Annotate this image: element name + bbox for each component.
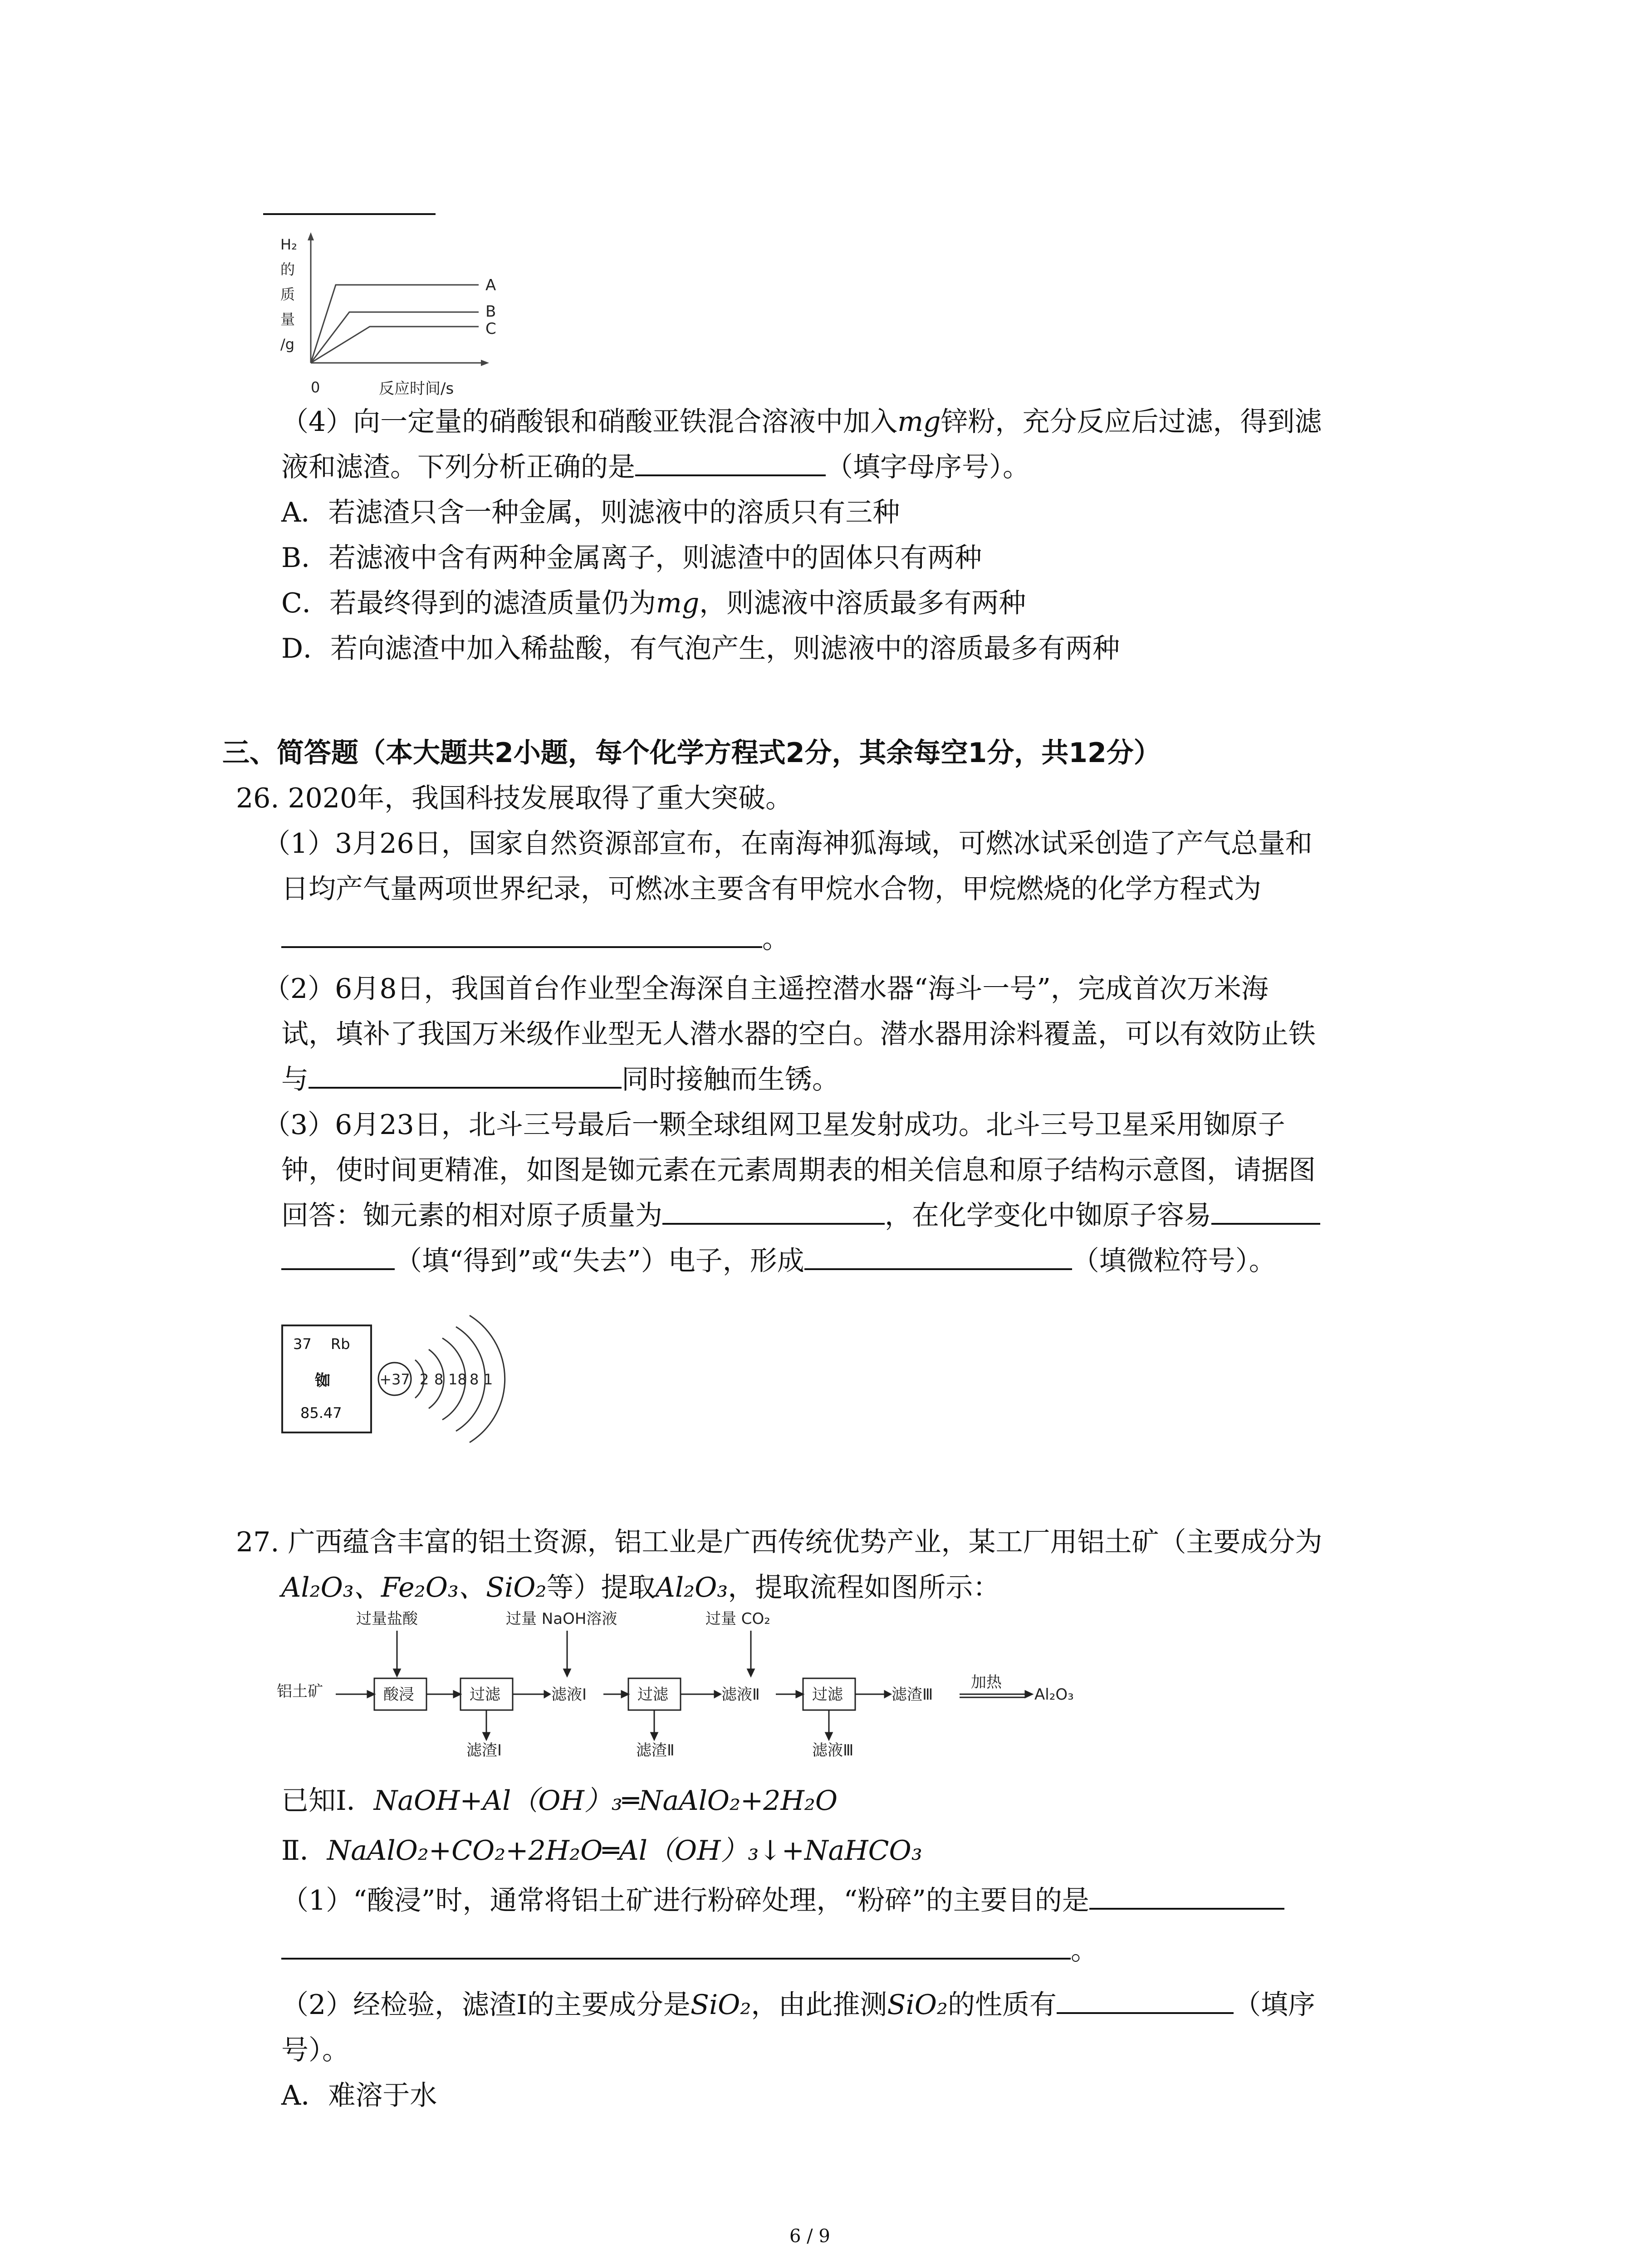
flow-box-label: 过滤	[637, 1686, 668, 1704]
q26-p2-line2: 试，填补了我国万米级作业型无人潜水器的空白。潜水器用涂料覆盖，可以有效防止铁	[281, 1018, 1316, 1050]
answer-blank[interactable]	[281, 1934, 1071, 1960]
flow-residue: 滤液Ⅲ	[812, 1741, 854, 1760]
element-name: 铷	[315, 1372, 330, 1390]
atomic-number: 37	[293, 1335, 312, 1353]
y-axis-arrow	[308, 232, 314, 240]
flow-liquid: 滤液Ⅱ	[721, 1686, 760, 1704]
q26-p3-line4: （填“得到”或“失去”）电子，形成 （填微粒符号）。	[281, 1243, 1276, 1279]
q25-4-option-b: B．若滤液中含有两种金属离子，则滤渣中的固体只有两种	[281, 542, 982, 574]
q26-p1-line3: 。	[281, 921, 789, 957]
q25-4-option-c: C．若最终得到的滤渣质量仍为mg，则滤液中溶质最多有两种	[281, 587, 1026, 619]
curve-label-c: C	[485, 320, 496, 338]
flow-residue: 滤渣Ⅱ	[636, 1741, 675, 1760]
answer-blank[interactable]	[309, 1063, 622, 1089]
curve-a	[311, 285, 479, 363]
q27-q1-line2: 。	[281, 1932, 1098, 1969]
answer-blank[interactable]	[804, 1245, 1072, 1270]
answer-blank[interactable]	[1211, 1199, 1320, 1225]
flow-product: Al₂O₃	[1034, 1686, 1074, 1704]
q27-known-2: Ⅱ．NaAlO₂+CO₂+2H₂O═Al（OH）₃↓+NaHCO₃	[281, 1835, 922, 1867]
answer-blank[interactable]	[1057, 1989, 1234, 2014]
flow-start: 铝土矿	[277, 1682, 323, 1701]
q27-q2-line1: （2）经检验，滤渣Ⅰ的主要成分是SiO₂，由此推测SiO₂的性质有 （填序	[281, 1989, 1315, 2021]
ylabel-line: H₂	[280, 236, 297, 253]
ylabel-line: 质	[280, 286, 295, 303]
curve-c	[311, 327, 479, 363]
q27-option-a: A．难溶于水	[281, 2080, 437, 2112]
atomic-mass: 85.47	[300, 1404, 342, 1422]
graph-origin: 0	[311, 379, 320, 396]
q25-4-option-d: D．若向滤渣中加入稀盐酸，有气泡产生，则滤液中的溶质最多有两种	[281, 633, 1120, 665]
flow-box-label: 过滤	[812, 1686, 843, 1704]
ylabel-line: 量	[280, 311, 295, 328]
graph-ylabel	[280, 236, 297, 353]
q26-p1-line1: （1）3月26日，国家自然资源部宣布，在南海神狐海域，可燃冰试采创造了产气总量和	[263, 828, 1313, 860]
nucleus-charge: +37	[379, 1371, 410, 1388]
shell-electrons: 1	[484, 1371, 493, 1388]
q26-p2-line3: 与 同时接触而生锈。	[281, 1064, 839, 1095]
section-3-title: 三、简答题（本大题共2小题，每个化学方程式2分，其余每空1分，共12分）	[222, 737, 1161, 769]
flow-heat: 加热	[971, 1673, 1002, 1691]
flow-residue: 滤渣Ⅰ	[466, 1741, 502, 1760]
reagent-label: 过量 NaOH溶液	[506, 1610, 617, 1628]
flow-liquid: 滤渣Ⅲ	[892, 1686, 933, 1704]
q26-p3-line1: （3）6月23日，北斗三号最后一颗全球组网卫星发射成功。北斗三号卫星采用铷原子	[263, 1109, 1285, 1141]
q25-4-line1: （4）向一定量的硝酸银和硝酸亚铁混合溶液中加入mg锌粉，充分反应后过滤，得到滤	[281, 406, 1322, 438]
q27-line2: Al₂O₃、Fe₂O₃、SiO₂等）提取Al₂O₃，提取流程如图所示：	[281, 1572, 1000, 1603]
ylabel-line: /g	[280, 336, 295, 353]
q27-q2-line2: 号）。	[281, 2034, 349, 2066]
curve-b	[311, 312, 479, 363]
h2-mass-graph	[272, 227, 526, 404]
graph-xlabel: 反应时间/s	[379, 380, 454, 398]
answer-blank[interactable]	[281, 1245, 395, 1270]
shell-electrons: 8	[470, 1371, 479, 1388]
q26-p3-line3: 回答：铷元素的相对原子质量为 ，在化学变化中铷原子容易	[281, 1198, 1320, 1234]
q26-p2-line1: （2）6月8日，我国首台作业型全海深自主遥控潜水器“海斗一号”，完成首次万米海	[263, 973, 1269, 1005]
answer-blank[interactable]	[635, 451, 826, 476]
reagent-label: 过量 CO₂	[705, 1610, 770, 1628]
answer-blank[interactable]	[1089, 1884, 1284, 1910]
q25-4-option-a: A．若滤渣只含一种金属，则滤液中的溶质只有三种	[281, 497, 900, 528]
ylabel-line: 的	[280, 261, 295, 278]
element-symbol: Rb	[331, 1335, 350, 1353]
x-axis-arrow	[481, 360, 489, 366]
top-answer-line	[263, 213, 436, 215]
shell-electrons: 2	[420, 1371, 429, 1388]
element-tile-rb	[281, 1325, 372, 1433]
flow-box-label: 酸浸	[383, 1686, 414, 1704]
q26-p1-line2: 日均产气量两项世界纪录，可燃冰主要含有甲烷水合物，甲烷燃烧的化学方程式为	[281, 873, 1261, 905]
q27-known-1: 已知Ⅰ．NaOH+Al（OH）₃═NaAlO₂+2H₂O	[281, 1785, 838, 1817]
answer-blank[interactable]	[281, 923, 762, 948]
q27-q1-line1: （1）“酸浸”时，通常将铝土矿进行粉碎处理，“粉碎”的主要目的是	[281, 1882, 1284, 1919]
alumina-flow-chart	[277, 1606, 1116, 1778]
shell-electrons: 8	[434, 1371, 444, 1388]
curve-label-a: A	[485, 276, 496, 294]
answer-blank[interactable]	[662, 1199, 885, 1225]
q26-p3-line2: 钟，使时间更精准，如图是铷元素在元素周期表的相关信息和原子结构示意图，请据图	[281, 1154, 1316, 1186]
q26-stem: 26. 2020年，我国科技发展取得了重大突破。	[236, 782, 793, 814]
flow-box-label: 过滤	[470, 1686, 500, 1704]
q25-4-line2: 液和滤渣。下列分析正确的是 （填字母序号）。	[281, 451, 1030, 483]
flow-liquid: 滤液Ⅰ	[551, 1686, 587, 1704]
rb-atom-structure	[372, 1306, 508, 1452]
page-number: 6 / 9	[789, 2226, 830, 2247]
curve-label-b: B	[485, 303, 496, 321]
reagent-label: 过量盐酸	[356, 1610, 418, 1628]
shell-electrons: 18	[448, 1371, 467, 1388]
q27-line1: 27. 广西蕴含丰富的铝土资源，铝工业是广西传统优势产业，某工厂用铝土矿（主要成分为	[236, 1526, 1323, 1558]
